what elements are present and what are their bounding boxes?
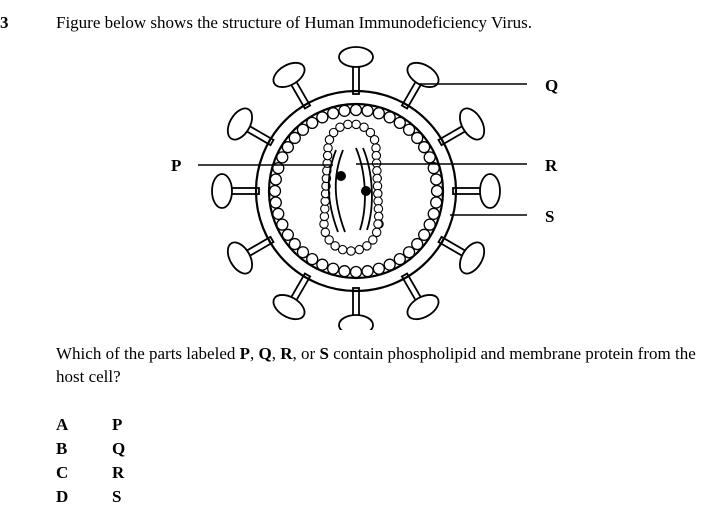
spike — [212, 174, 259, 208]
matrix-bead — [270, 174, 281, 185]
matrix-bead — [351, 105, 362, 116]
matrix-bead — [431, 174, 442, 185]
matrix-bead — [328, 108, 339, 119]
question-number: 3 — [0, 13, 9, 32]
capsid-bead — [374, 220, 382, 228]
option-c[interactable] — [56, 461, 125, 485]
matrix-bead — [384, 259, 395, 270]
matrix-bead — [404, 247, 415, 258]
spike — [453, 174, 500, 208]
capsid-bead — [355, 245, 363, 253]
prompt-text-2: contain phospholipid and membrane protein from the host cell? — [56, 344, 696, 386]
spike — [223, 225, 281, 278]
capsid-bead — [370, 136, 378, 144]
option-b[interactable] — [56, 437, 125, 461]
matrix-bead — [412, 132, 423, 143]
matrix-bead — [273, 208, 284, 219]
reverse-transcriptase-2 — [361, 186, 371, 196]
option-value: Q — [112, 439, 126, 458]
matrix-bead — [317, 112, 328, 123]
matrix-bead — [297, 124, 308, 135]
label-r: R — [545, 156, 558, 175]
matrix-bead — [351, 267, 362, 278]
matrix-bead — [317, 259, 328, 270]
matrix-bead — [270, 186, 281, 197]
reverse-transcriptase-1 — [336, 171, 346, 181]
spike — [223, 104, 281, 157]
capsid-bead — [321, 228, 329, 236]
matrix-bead — [432, 186, 443, 197]
matrix-bead — [282, 229, 293, 240]
matrix-bead — [373, 108, 384, 119]
option-a[interactable] — [56, 413, 125, 437]
capsid-bead — [352, 120, 360, 128]
matrix-bead — [362, 266, 373, 277]
matrix-bead — [307, 254, 318, 265]
spike — [339, 47, 373, 94]
spike — [339, 288, 373, 330]
option-letter: D — [56, 487, 69, 506]
matrix-bead — [339, 105, 350, 116]
matrix-bead — [384, 112, 395, 123]
capsid-bead — [336, 123, 344, 131]
matrix-bead — [282, 142, 293, 153]
prompt-label-s: S — [319, 344, 329, 363]
prompt-sep-2: , — [271, 344, 281, 363]
option-value: R — [112, 463, 125, 482]
option-value: S — [112, 487, 122, 506]
prompt-text-1: Which of the parts labeled — [56, 344, 240, 363]
prompt-label-q: Q — [258, 344, 272, 363]
matrix-bead — [270, 197, 281, 208]
spike — [390, 267, 443, 325]
label-s: S — [545, 207, 555, 226]
capsid-bead — [323, 151, 331, 159]
matrix-bead — [424, 219, 435, 230]
question-prompt — [56, 342, 711, 388]
spike — [432, 225, 490, 278]
matrix-bead — [373, 263, 384, 274]
matrix-bead — [328, 263, 339, 274]
option-letter: A — [56, 415, 69, 434]
option-d[interactable] — [56, 485, 125, 509]
matrix-bead — [419, 142, 430, 153]
prompt-sep-1: , — [250, 344, 259, 363]
matrix-bead — [307, 117, 318, 128]
spike — [432, 104, 490, 157]
spike — [390, 58, 443, 116]
matrix-bead — [428, 208, 439, 219]
question-stem: Figure below shows the structure of Human Immunodeficiency Virus. — [56, 13, 532, 32]
prompt-label-r: R — [280, 344, 293, 363]
matrix-bead — [277, 152, 288, 163]
option-letter: C — [56, 463, 69, 482]
prompt-sep-3: , or — [292, 344, 320, 363]
matrix-bead — [424, 152, 435, 163]
label-p: P — [171, 156, 182, 175]
prompt-label-p: P — [239, 344, 251, 363]
capsid-bead — [344, 120, 352, 128]
capsid-bead — [347, 247, 355, 255]
matrix-bead — [277, 219, 288, 230]
option-value: P — [112, 415, 123, 434]
matrix-bead — [419, 229, 430, 240]
label-q: Q — [545, 76, 559, 95]
matrix-bead — [339, 266, 350, 277]
option-letter: B — [56, 439, 68, 458]
matrix-bead — [362, 105, 373, 116]
matrix-bead — [394, 254, 405, 265]
spike — [269, 267, 322, 325]
matrix-bead — [289, 239, 300, 250]
matrix-bead — [394, 117, 405, 128]
matrix-bead — [431, 197, 442, 208]
spike — [269, 58, 322, 116]
answer-options — [56, 413, 125, 509]
